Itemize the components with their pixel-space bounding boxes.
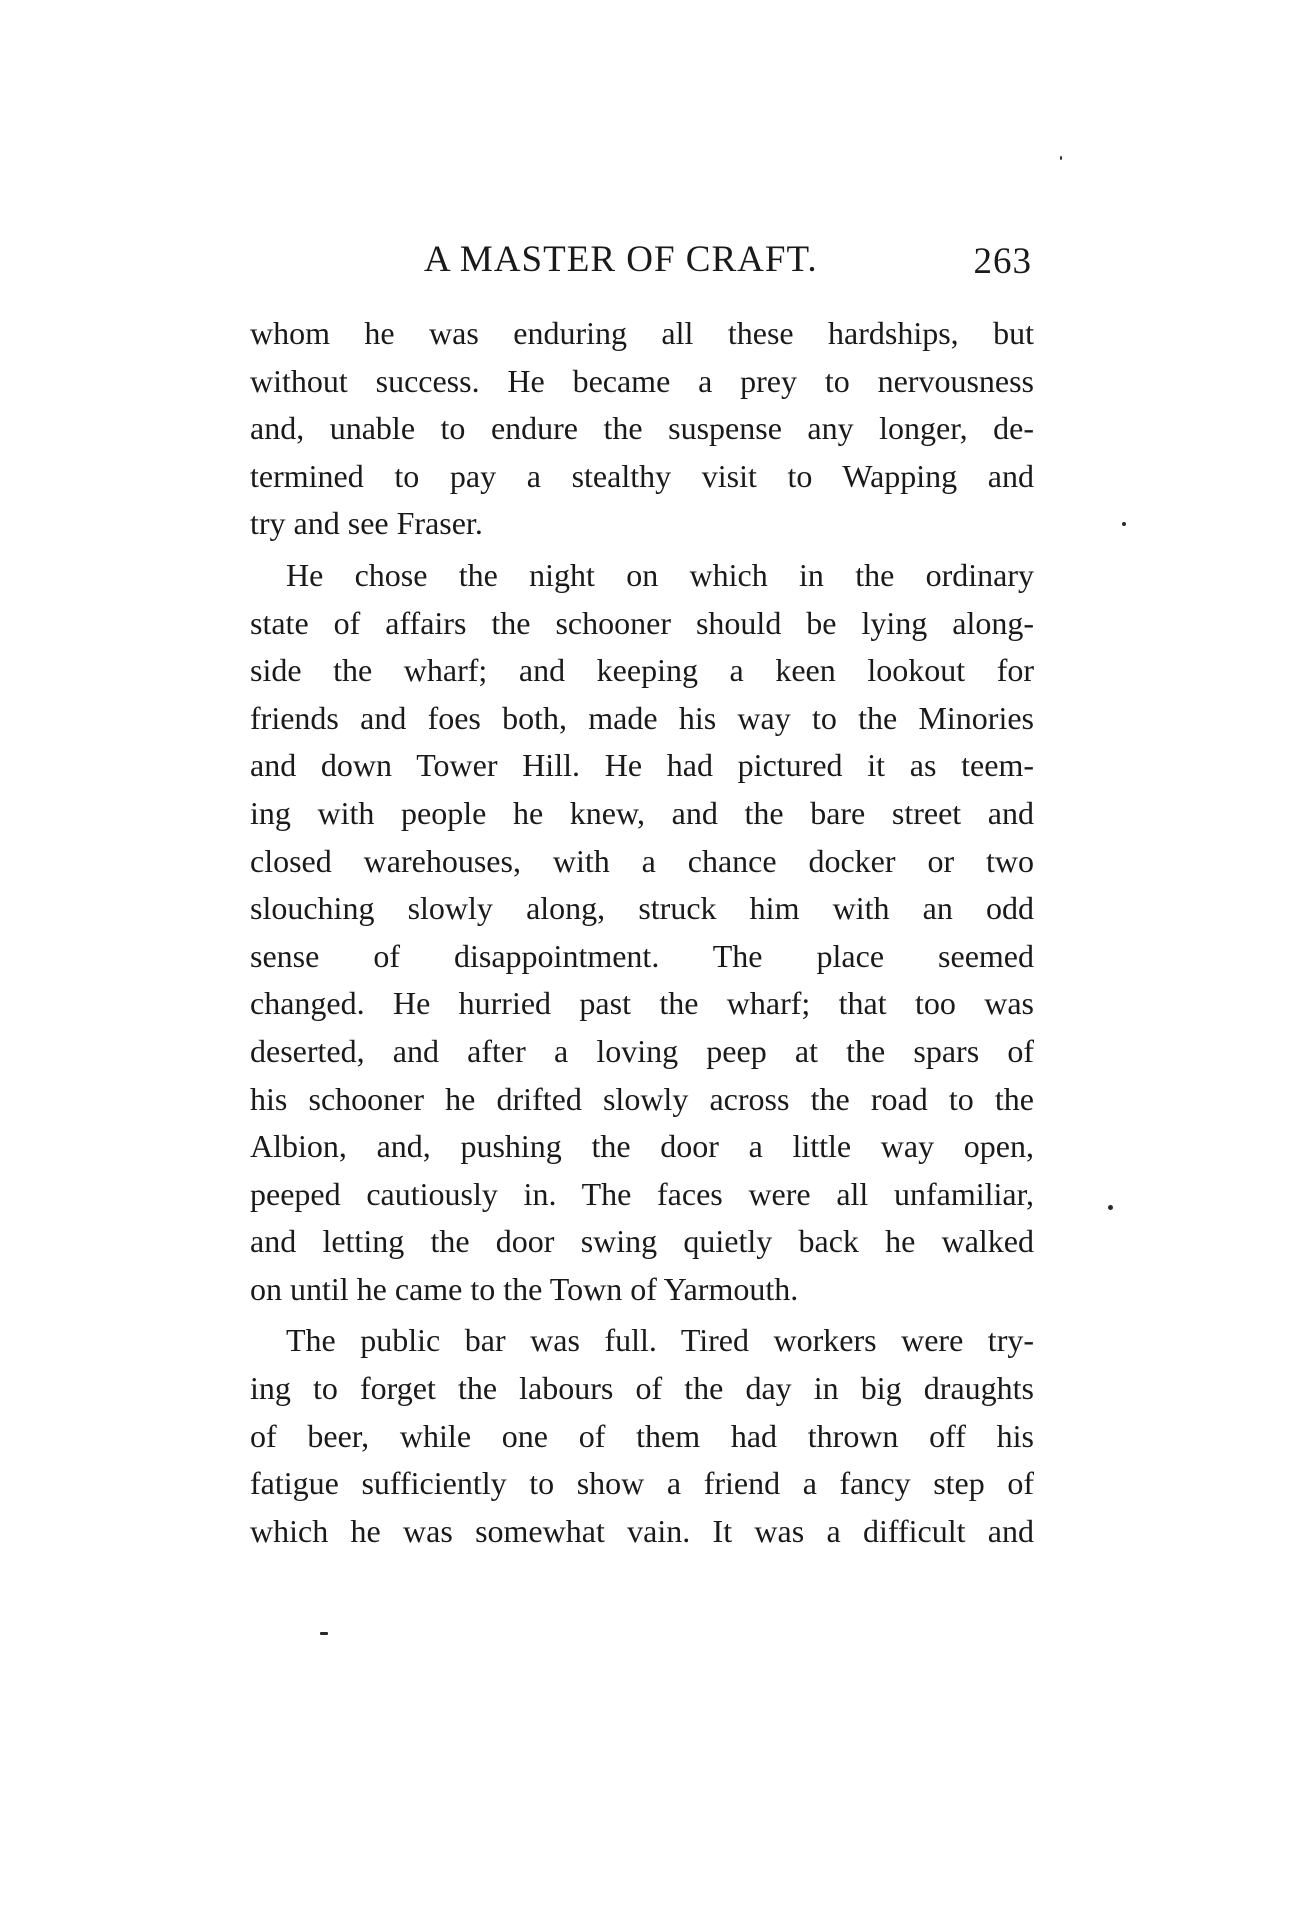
text-line: peeped cautiously in. The faces were all unfamiliar, (250, 1175, 1034, 1212)
text-line: friends and foes both, made his way to the Minories (250, 699, 1034, 736)
text-line: slouching slowly along, struck him with an odd (250, 890, 1034, 927)
text-line: He chose the night on which in the ordinary (286, 556, 1034, 593)
text-line: try and see Fraser. (250, 505, 483, 542)
text-line: ing to forget the labours of the day in big draughts (250, 1370, 1034, 1407)
text-line: without success. He became a prey to nervousness (250, 362, 1034, 399)
body-text (250, 310, 1034, 1555)
scan-speck (1108, 1205, 1113, 1210)
text-line: deserted, and after a loving peep at the spars of (250, 1032, 1034, 1069)
text-line: side the wharf; and keeping a keen lookout for (250, 652, 1034, 689)
text-line: changed. He hurried past the wharf; that too was (250, 985, 1034, 1022)
text-line: state of affairs the schooner should be lying along- (250, 604, 1034, 641)
text-line: and letting the door swing quietly back he walked (250, 1223, 1034, 1260)
running-head (250, 238, 1040, 288)
text-line: Albion, and, pushing the door a little way open, (250, 1128, 1034, 1165)
text-line: which he was somewhat vain. It was a difficult and (250, 1512, 1034, 1549)
text-line: closed warehouses, with a chance docker or two (250, 842, 1034, 879)
text-line: whom he was enduring all these hardships, but (250, 315, 1034, 351)
text-line: termined to pay a stealthy visit to Wapping and (250, 457, 1034, 494)
text-line: his schooner he drifted slowly across the road to the (250, 1080, 1034, 1117)
running-title: A MASTER OF CRAFT. (424, 239, 818, 280)
text-line: sense of disappointment. The place seemed (250, 937, 1034, 974)
paragraph (250, 1317, 1034, 1555)
page-number: 263 (973, 241, 1032, 282)
text-line: and down Tower Hill. He had pictured it as teem- (250, 747, 1034, 784)
text-line: on until he came to the Town of Yarmouth. (250, 1270, 799, 1307)
text-line: The public bar was full. Tired workers were try- (286, 1322, 1034, 1359)
text-line: and, unable to endure the suspense any longer, de- (250, 410, 1034, 447)
scan-speck (1060, 156, 1062, 160)
scan-speck (1122, 522, 1126, 526)
scan-speck (320, 1632, 328, 1635)
paragraph (250, 552, 1034, 1314)
paragraph (250, 310, 1034, 548)
text-line: fatigue sufficiently to show a friend a fancy step of (250, 1465, 1034, 1502)
text-line: ing with people he knew, and the bare street and (250, 794, 1034, 831)
text-line: of beer, while one of them had thrown off his (250, 1417, 1034, 1454)
